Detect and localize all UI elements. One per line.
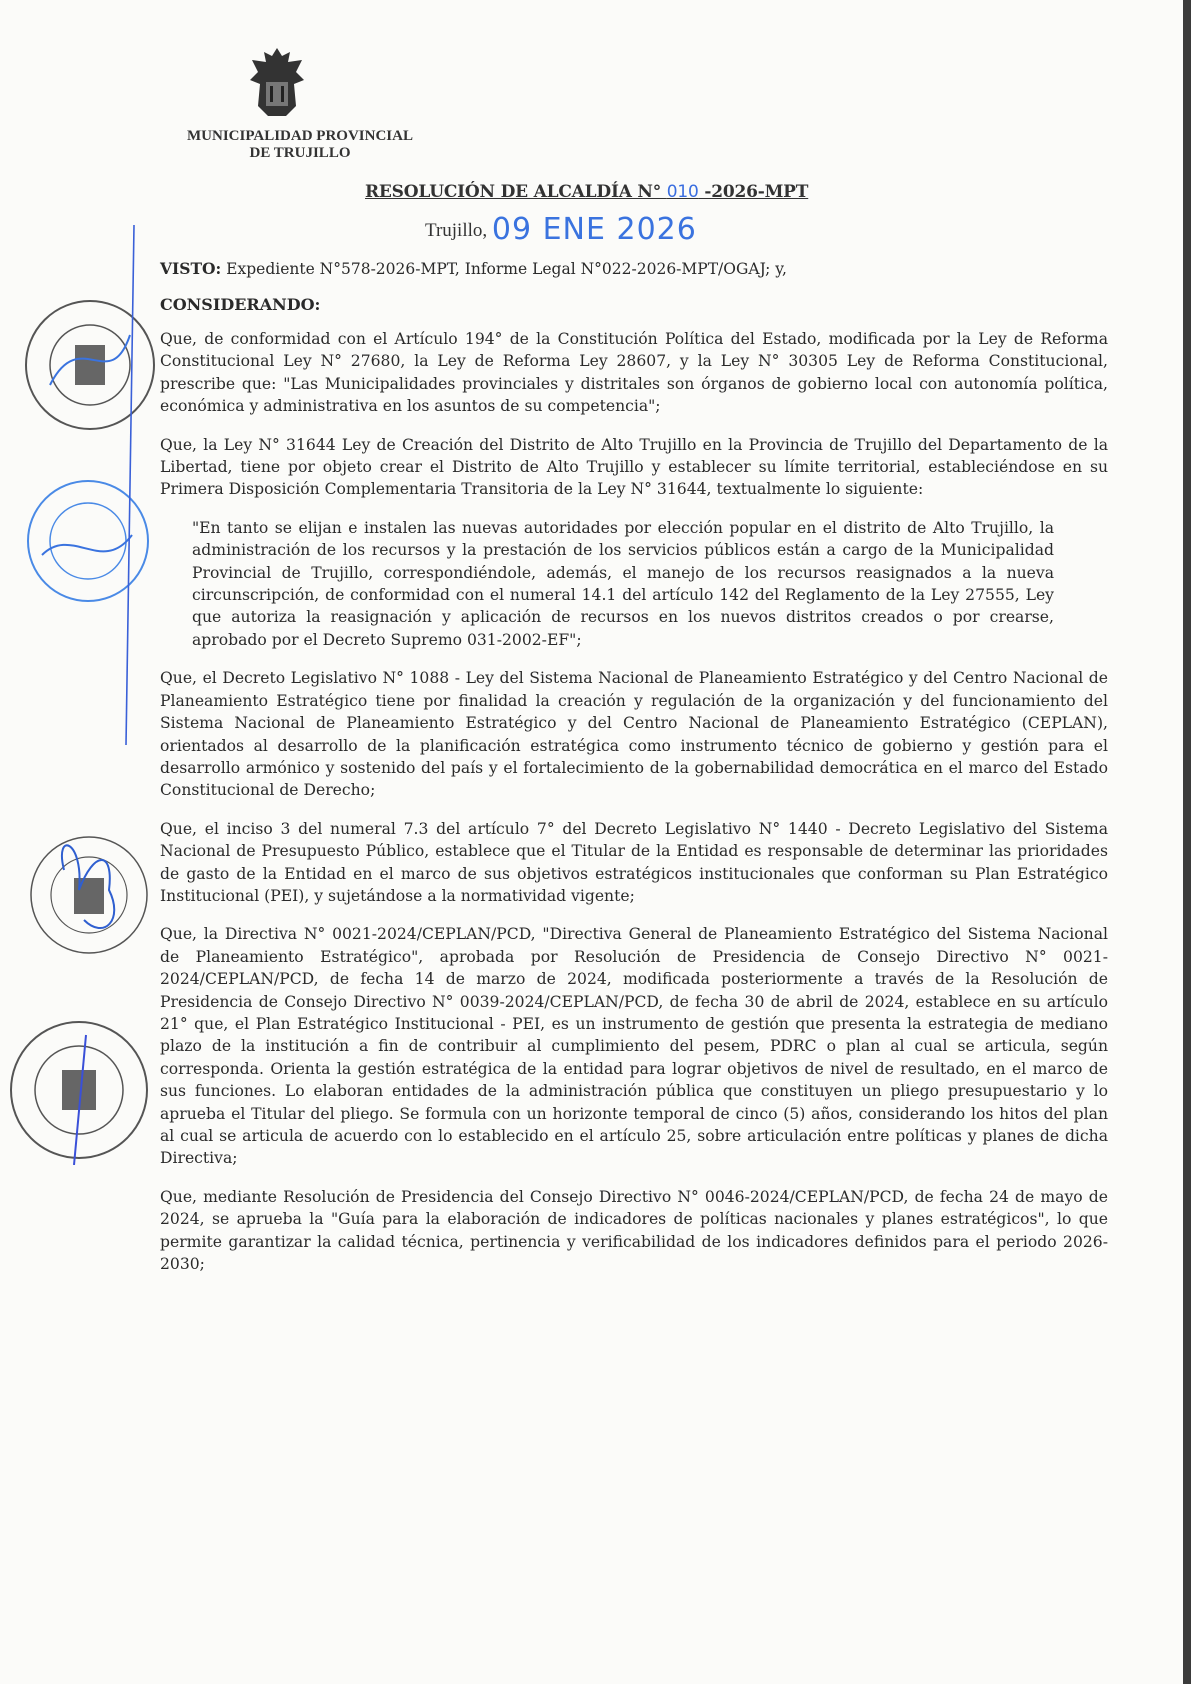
asesoria-juridica-seal-stamp xyxy=(24,830,154,960)
title-suffix: -2026-MPT xyxy=(698,182,809,202)
gerencia-municipal-seal-stamp xyxy=(4,1015,154,1165)
institution-name xyxy=(160,128,440,162)
institution-line-1: MUNICIPALIDAD PROVINCIAL xyxy=(187,128,413,144)
title-prefix: RESOLUCIÓN DE ALCALDÍA N° xyxy=(365,182,667,202)
paragraph-ley-31644: Que, la Ley N° 31644 Ley de Creación del Distrito de Alto Trujillo en la Provincia de Trujillo del Departamento de la Libertad, tiene por objeto crear el Distrito de Alto Trujillo y establecer su límite territorial, estableciéndose en su Primera Disposición Complementaria Transitoria de la Ley N° 31644, textualmente lo siguiente: xyxy=(160,435,1108,499)
paragraph-constitution: Que, de conformidad con el Artículo 194° de la Constitución Política del Estado, modificada por la Ley de Reforma Constitucional Ley N° 27680, la Ley de Reforma Ley 28607, y la Ley N° 30305 Ley de Reforma Constitucional, prescribe que: "Las Municipalidades provinciales y distritales son órganos de gobierno local con autonomía política, económica y administrativa en los asuntos de su competencia"; xyxy=(160,330,1108,416)
municipal-coat-of-arms-logo xyxy=(246,46,308,120)
paragraph-dl-1088: Que, el Decreto Legislativo N° 1088 - Ley del Sistema Nacional de Planeamiento Estratégico y del Centro Nacional de Planeamiento Estratégico tiene por finalidad la creación y regulación de la organización y del funcionamiento del Sistema Nacional de Planeamiento Estratégico y del Centro Nacional de Planeamiento Estratégico (CEPLAN), orientados al desarrollo de la planificación estratégica como instrumento técnico de gobierno y gestión para el desarrollo armónico y sostenido del país y el fortalecimiento de la gobernabilidad democrática en el marco del Estado Constitucional de Derecho; xyxy=(160,669,1108,800)
visto-text: Expediente N°578-2026-MPT, Informe Legal N°022-2026-MPT/OGAJ; y, xyxy=(221,260,787,278)
date-line xyxy=(425,212,697,247)
paragraph-directiva-ceplan: Que, la Directiva N° 0021-2024/CEPLAN/PCD, "Directiva General de Planeamiento Estratégico del Sistema Nacional de Planeamiento Estratégico", aprobada por Resolución de Presidencia de Consejo Directivo N° 0021-2024/CEPLAN/PCD, de fecha 14 de marzo de 2024, modificada posteriormente a través de la Resolución de Presidencia de Consejo Directivo N° 0039-2024/CEPLAN/PCD, de fecha 30 de abril de 2024, establece en su artículo 21° que, el Plan Estratégico Institucional - PEI, es un instrumento de gestión que presenta la estrategia de mediano plazo de la institución a fin de contribuir al cumplimiento del pesem, PDRC o plan al cual se articula, según corresponda. Orienta la gestión estratégica de la entidad para lograr objetivos de nivel de resultado, en el marco de sus funciones. Lo elaboran entidades de la administración pública que constituyen un pliego presupuestario y lo aprueba el Titular del pliego. Se formula con un horizonte temporal de cinco (5) años, considerando los hitos del plan al cual se articula de acuerdo con lo establecido en el artículo 25, sobre articulación entre políticas y planes de dicha Directiva; xyxy=(160,925,1108,1168)
paragraph-guia-indicadores: Que, mediante Resolución de Presidencia del Consejo Directivo N° 0046-2024/CEPLAN/PCD, de fecha 24 de mayo de 2024, se aprueba la "Guía para la elaboración de indicadores de políticas nacionales y planes estratégicos", lo que permite garantizar la calidad técnica, pertinencia y verificabilidad de los indicadores definidos para el periodo 2026-2030; xyxy=(160,1187,1108,1274)
scan-edge xyxy=(1183,0,1191,1684)
visto-line xyxy=(160,258,1108,280)
resolution-number: 010 xyxy=(666,182,699,202)
considerando-heading: CONSIDERANDO: xyxy=(160,295,321,314)
institution-line-2: DE TRUJILLO xyxy=(249,145,351,161)
quoted-provision: "En tanto se elijan e instalen las nuevas autoridades por elección popular en el distrito de Alto Trujillo, la administración de los recursos y la prestación de los servicios públicos están a cargo de la Municipalidad Provincial de Trujillo, correspondiéndole, además, el manejo de los recursos reasignados a la nueva circunscripción, de conformidad con el numeral 14.1 del artículo 142 del Reglamento de la Ley 27555, Ley que autoriza la reasignación y aplicación de recursos en los nuevos distritos creados o por crearse, aprobado por el Decreto Supremo 031-2002-EF"; xyxy=(192,518,1054,649)
visto-label: VISTO: xyxy=(160,259,222,278)
city-label: Trujillo, xyxy=(425,220,492,241)
resolution-title xyxy=(365,182,808,202)
document-body xyxy=(160,258,1108,1291)
date-stamp: 09 ENE 2026 xyxy=(491,212,697,247)
paragraph-dl-1440: Que, el inciso 3 del numeral 7.3 del artículo 7° del Decreto Legislativo N° 1440 - Decreto Legislativo del Sistema Nacional de Presupuesto Público, establece que el Titular de la Entidad es responsable de determinar las prioridades de gasto de la Entidad en el marco de sus objetivos estratégicos institucionales que conforman su Plan Estratégico Institucional (PEI), y sujetándose a la normatividad vigente; xyxy=(160,819,1108,905)
signature-stroke xyxy=(120,225,140,745)
